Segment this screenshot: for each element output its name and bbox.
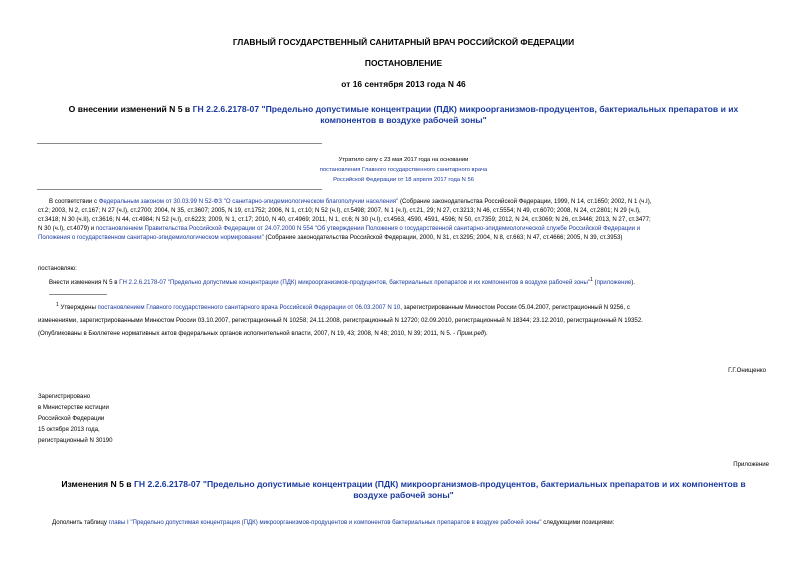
preamble-line2: ст.2; 2003, N 2, ст.167; N 27 (ч.I), ст.2700; 2004, N 35, ст.3607; 2005, N 19, ст.1752; 2006, N 1, ст.10; N 52 (ч.I), ст.5498; 2007, N 1 (ч.I), ст.21, 29; N 27, ст.3213; N 46, ст.5554; N 49, ст.6070; 2008, N 24, ст.2801; N 29 (ч.I), — [38, 207, 641, 214]
chapter-link[interactable]: главы I "Предельно допустимая концентрация (ПДК) микроорганизмов-продуцентов и компонентов бактериальных препаратов в воздухе рабочей зоны" — [108, 519, 542, 526]
appendix-gn-link-line2[interactable]: воздухе рабочей зоны" — [353, 490, 454, 500]
appendix-title: Изменения N 5 в ГН 2.2.6.2178-07 "Предельно допустимые концентрации (ПДК) микроорганизмов-продуцентов, бактериальных препаратов и их компонентов в воздухе рабочей зоны" — [61, 479, 746, 500]
government-resolution-link[interactable]: постановлением Правительства Российской Федерации от 24.07.2000 N 554 "Об утверждении Положения о государственной санитарно-эпидемиологической службе Российской Федерации и — [95, 225, 641, 232]
status-rule-bottom — [37, 189, 322, 190]
footnote-rule — [49, 294, 107, 295]
footnote-line1: $^1$ Утверждены постановлением Главного государственного санитарного врача Российской Федерации от 06.03.2007 N 10, зарегистрированным Минюстом России 05.04.2007, регистрационный N 9256, с — [56, 302, 630, 312]
clause: Внести изменения N 5 в ГН 2.2.6.2178-07 "Предельно допустимые концентрации (ПДК) микроорганизмов-продуцентов, бактериальных препаратов и их компонентов в воздухе рабочей зоны"$^1$ (приложение). — [49, 277, 635, 287]
government-resolution-link-line2[interactable]: Положения о государственном санитарно-эпидемиологическом нормировании" — [38, 234, 264, 241]
preamble-line1: В соответствии с Федеральным законом от 30.03.99 N 52-ФЗ "О санитарно-эпидемиологическом благополучии населения" (Собрание законодательства Российской Федерации, 1999, N 14, ст.1650; 2002, N 1 (ч.I), — [49, 198, 652, 205]
status-note-line1: Утратило силу с 23 мая 2017 года на основании — [338, 157, 469, 163]
status-note — [0, 155, 807, 185]
registration-line2: в Министерстве юстиции — [38, 404, 109, 411]
last-paragraph: Дополнить таблицу главы I "Предельно допустимая концентрация (ПДК) микроорганизмов-продуцентов и компонентов бактериальных препаратов в воздухе рабочей зоны" следующими позициями: — [52, 519, 615, 526]
registration-line3: Российской Федерации — [38, 415, 105, 422]
document-type: ПОСТАНОВЛЕНИЕ — [364, 58, 443, 68]
footnote-resolution-link[interactable]: постановлением Главного государственного санитарного врача Российской Федерации от 06.03.2007 N 10 — [97, 304, 401, 312]
footnote-line3: (Опубликованы в Бюллетене нормативных актов федеральных органов исполнительной власти, 2007, N 19, 43; 2008, N 48; 2010, N 39; 2011, N 5. - Прим.ред). — [38, 330, 488, 338]
appendix-label: Приложение — [733, 461, 769, 468]
title-gn-link[interactable]: ГН 2.2.6.2178-07 "Предельно допустимые концентрации (ПДК) микроорганизмов-продуцентов, бактериальных препаратов и их — [192, 104, 739, 114]
document-date-number: от 16 сентября 2013 года N 46 — [341, 79, 466, 89]
footnote-ref[interactable]: 1 — [590, 277, 593, 283]
registration-line1: Зарегистрировано — [38, 393, 91, 400]
registration-line5: регистрационный N 30190 — [38, 437, 113, 444]
preamble-line5: Положения о государственном санитарно-эпидемиологическом нормировании" (Собрание законодательства Российской Федерации, 2000, N 31, ст.3295; 2004, N 8, ст.663; N 47, ст.4666; 2005, N 39, ст.3953) — [38, 234, 623, 241]
preamble-line4: N 30 (ч.I), ст.4079) и постановлением Правительства Российской Федерации от 24.07.2000 N 554 "Об утверждении Положения о государственной санитарно-эпидемиологической службе Российской Федерации и — [38, 225, 641, 232]
document-title — [0, 104, 807, 126]
status-note-link-line2[interactable]: Российской Федерации от 18 апреля 2017 года N 56 — [333, 177, 474, 183]
title-gn-link-line2[interactable]: компонентов в воздухе рабочей зоны" — [320, 115, 487, 125]
signature: Г.Г.Онищенко — [728, 367, 766, 374]
preamble — [38, 197, 784, 242]
title-prefix: О внесении изменений N 5 в — [68, 104, 193, 114]
registration-block — [38, 391, 113, 446]
issuing-authority: ГЛАВНЫЙ ГОСУДАРСТВЕННЫЙ САНИТАРНЫЙ ВРАЧ РОССИЙСКОЙ ФЕДЕРАЦИИ — [232, 37, 575, 47]
registration-line4: 15 октября 2013 года, — [38, 426, 100, 433]
resolves-label: постановляю: — [38, 265, 77, 272]
status-rule-top — [37, 143, 322, 144]
federal-law-link[interactable]: Федеральным законом от 30.03.99 N 52-ФЗ "О санитарно-эпидемиологическом благополучии населения" — [98, 198, 399, 205]
preamble-line3: ст.3418; N 30 (ч.II), ст.3616; N 44, ст.4984; N 52 (ч.I), ст.6223; 2009, N 1, ст.17; 2010, N 40, ст.4969; 2011, N 1, ст.6; N 30 (ч.I), ст.4563, 4590, 4591, 4596; N 50, ст.7359; 2012, N 24, ст.3069; N 26, ст.3446; 2013, N 27, ст.3477; — [38, 216, 651, 223]
footnote-line2: изменениями, зарегистрированными Минюстом России 03.10.2007, регистрационный N 10258; 24.11.2008, регистрационный N 12720; 02.09.2010, регистрационный N 18344; 23.12.2010, регистрационный N 19352. — [38, 317, 643, 325]
clause-gn-link[interactable]: ГН 2.2.6.2178-07 "Предельно допустимые концентрации (ПДК) микроорганизмов-продуцентов, бактериальных препаратов и их компонентов в воздухе рабочей зоны" — [119, 279, 591, 287]
appendix-link[interactable]: приложение — [596, 279, 632, 287]
status-note-link-line1[interactable]: постановления Главного государственного санитарного врача — [319, 167, 488, 173]
appendix-gn-link[interactable]: ГН 2.2.6.2178-07 "Предельно допустимые концентрации (ПДК) микроорганизмов-продуцентов, бактериальных препаратов и их компонентов в — [133, 479, 746, 489]
footnote — [38, 299, 643, 340]
